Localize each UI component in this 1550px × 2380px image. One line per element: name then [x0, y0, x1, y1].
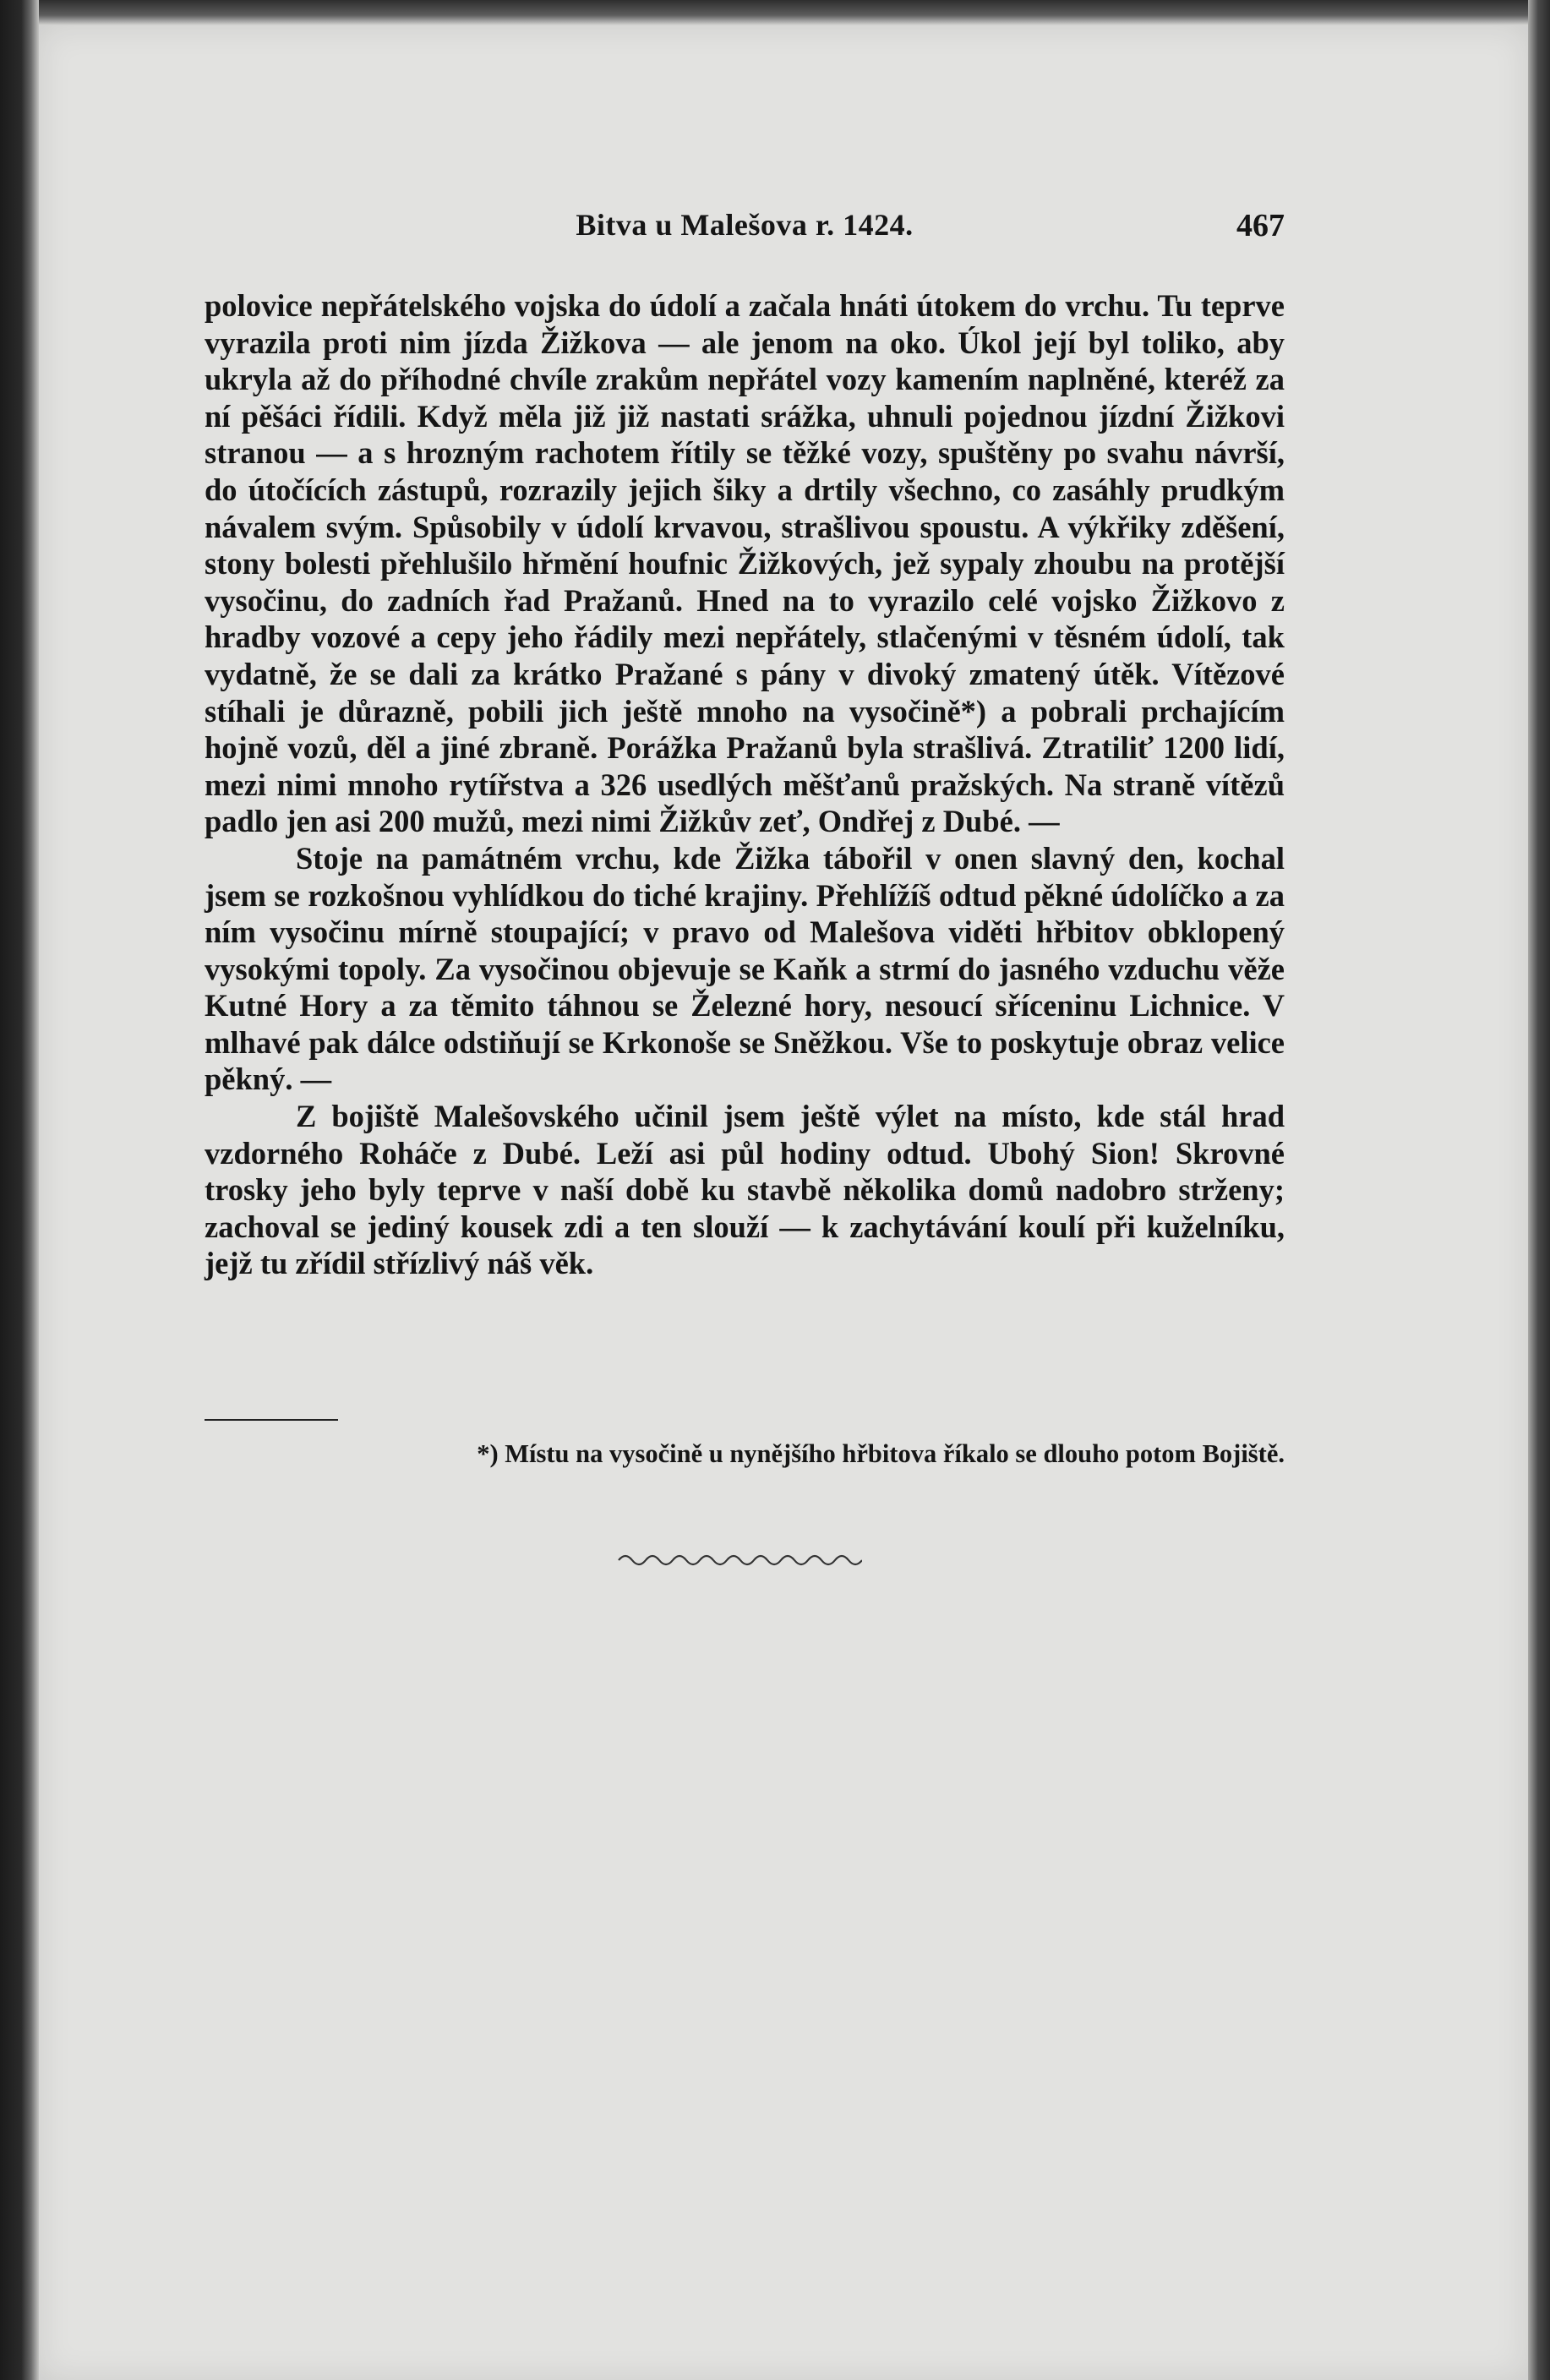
- page-top-edge: [39, 0, 1528, 25]
- paragraph-3: Z bojiště Malešovského učinil jsem ještě výlet na místo, kde stál hrad vzdorného Roháče z Dubé. Leží asi půl hodiny odtud. Ubohý Sion! Skrovné trosky jeho byly teprve v naší době ku stavbě několika domů nadobro strženy; zachoval se jediný kousek zdi a ten slouží — k zachytávání koulí při kuželníku, jejž tu zřídil střízlivý náš věk.: [205, 1099, 1285, 1281]
- running-head: Bitva u Malešova r. 1424.: [576, 208, 914, 242]
- paragraph-2: Stoje na památném vrchu, kde Žižka tábořil v onen slavný den, kochal jsem se rozkošnou vyhlídkou do tiché krajiny. Přehlížíš odtud pěkné údolíčko a za ním vysočinu mírně stoupající; v pravo od Malešova viděti hřbitov obklopený vysokými topoly. Za vysočinou objevuje se Kaňk a strmí do jasného vzduchu věže Kutné Hory a za těmito táhnou se Železné hory, nesoucí sříceninu Lichnice. V mlhavé pak dálce odstiňují se Krkonoše se Sněžkou. Vše to poskytuje obraz velice pěkný. —: [205, 840, 1285, 1097]
- footnote-rule: [205, 1419, 338, 1421]
- page-number: 467: [1236, 208, 1285, 243]
- footnote: *) Místu na vysočině u nynějšího hřbitova říkalo se dlouho potom Bojiště.: [477, 1439, 1285, 1468]
- page-header: [205, 207, 1285, 253]
- paragraph-1: polovice nepřátelského vojska do údolí a začala hnáti útokem do vrchu. Tu teprve vyrazila proti nim jízda Žižkova — ale jenom na oko. Úkol její byl toliko, aby ukryla až do příhodné chvíle zrakům nepřátel vozy kamením naplněné, kteréž za ní pěšáci řídili. Když měla již již nastati srážka, uhnuli pojednou jízdní Žižkovi stranou — a s hrozným rachotem řítily se těžké vozy, spuštěny po svahu návrší, do útočících zástupů, rozrazily jejich šiky a drtily všechno, co zasáhly prudkým návalem svým. Spůsobily v údolí krvavou, strašlivou spoustu. A výkřiky zděšení, stony bolesti přehlušilo hřmění houfnic Žižkových, jež sypaly zhoubu na protější vysočinu, do zadních řad Pražanů. Hned na to vyrazilo celé vojsko Žižkovo z hradby vozové a cepy jeho řádily mezi nepřátely, stlačenými v těsném údolí, tak vydatně, že se dali za krátko Pražané s pány v divoký zmatený útěk. Vítězové stíhali je důrazně, pobili jich ještě mnoho na vysočině*) a pobrali prchajícím hojně vozů, děl a jiné zbraně. Porážka Pražanů byla strašlivá. Ztratiliť 1200 lidí, mezi nimi mnoho rytířstva a 326 usedlých měšťanů pražských. Na straně vítězů padlo jen asi 200 mužů, mezi nimi Žižkův zeť, Ondřej z Dubé. —: [205, 288, 1285, 839]
- wavy-ornament-icon: [617, 1548, 862, 1569]
- page-right-edge: [1528, 0, 1550, 2380]
- book-binding-edge: [0, 0, 39, 2380]
- body-text: [205, 287, 1285, 1282]
